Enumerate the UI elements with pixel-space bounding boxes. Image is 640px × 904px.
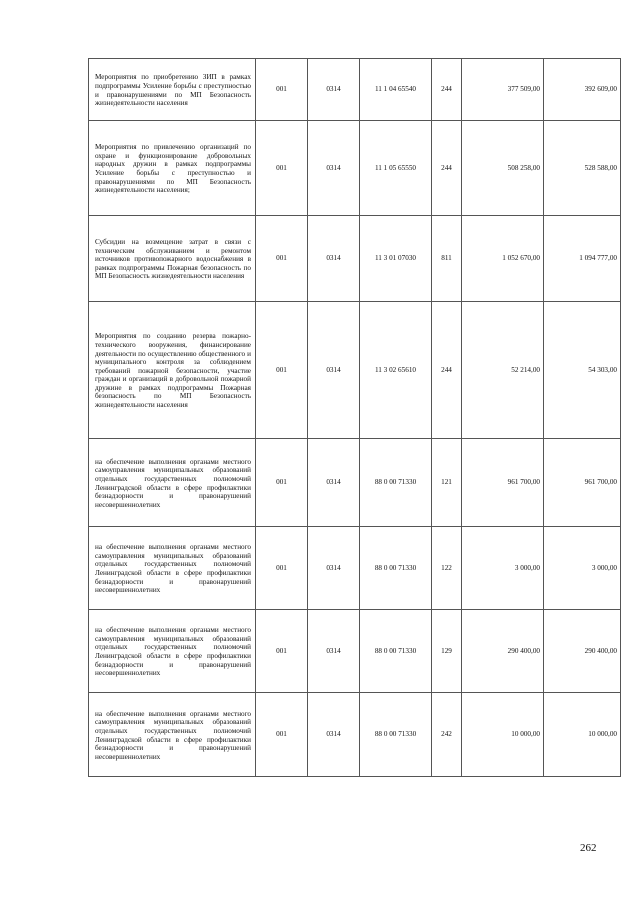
row-description: на обеспечение выполнения органами местного самоуправления муниципальных образований отдельных государственных полномочий Ленинградской области в сфере профилактики безнадзорности и правонарушений несовершеннолетних bbox=[89, 527, 256, 610]
amount-year-1: 508 258,00 bbox=[462, 121, 544, 216]
ministry-code: 001 bbox=[256, 302, 308, 439]
amount-year-2: 392 609,00 bbox=[544, 59, 621, 121]
row-description: Мероприятия по привлечению организаций по охране и функционирование добровольных народных дружин в рамках подпрограммы Усиление борьбы с преступностью и правонарушениями по МП Безопасность жизнедеятельности населения; bbox=[89, 121, 256, 216]
amount-year-2: 54 303,00 bbox=[544, 302, 621, 439]
section-code: 0314 bbox=[308, 59, 360, 121]
table-row bbox=[89, 302, 621, 439]
amount-year-1: 3 000,00 bbox=[462, 527, 544, 610]
section-code: 0314 bbox=[308, 527, 360, 610]
table-row bbox=[89, 527, 621, 610]
amount-year-1: 961 700,00 bbox=[462, 439, 544, 527]
expense-type-code: 122 bbox=[432, 527, 462, 610]
amount-year-2: 10 000,00 bbox=[544, 693, 621, 777]
expense-type-code: 244 bbox=[432, 121, 462, 216]
amount-year-2: 3 000,00 bbox=[544, 527, 621, 610]
amount-year-2: 1 094 777,00 bbox=[544, 216, 621, 302]
amount-year-1: 1 052 670,00 bbox=[462, 216, 544, 302]
table-row bbox=[89, 59, 621, 121]
target-article-code: 11 3 02 65610 bbox=[360, 302, 432, 439]
ministry-code: 001 bbox=[256, 216, 308, 302]
target-article-code: 11 1 04 65540 bbox=[360, 59, 432, 121]
row-description: на обеспечение выполнения органами местного самоуправления муниципальных образований отдельных государственных полномочий Ленинградской области в сфере профилактики безнадзорности и правонарушений несовершеннолетних bbox=[89, 610, 256, 693]
amount-year-1: 10 000,00 bbox=[462, 693, 544, 777]
table-row bbox=[89, 121, 621, 216]
expense-type-code: 244 bbox=[432, 302, 462, 439]
target-article-code: 88 0 00 71330 bbox=[360, 693, 432, 777]
section-code: 0314 bbox=[308, 610, 360, 693]
expense-type-code: 129 bbox=[432, 610, 462, 693]
section-code: 0314 bbox=[308, 121, 360, 216]
amount-year-1: 377 509,00 bbox=[462, 59, 544, 121]
ministry-code: 001 bbox=[256, 527, 308, 610]
target-article-code: 88 0 00 71330 bbox=[360, 527, 432, 610]
table-row bbox=[89, 610, 621, 693]
ministry-code: 001 bbox=[256, 59, 308, 121]
section-code: 0314 bbox=[308, 439, 360, 527]
target-article-code: 88 0 00 71330 bbox=[360, 610, 432, 693]
ministry-code: 001 bbox=[256, 693, 308, 777]
table-row bbox=[89, 439, 621, 527]
row-description: на обеспечение выполнения органами местного самоуправления муниципальных образований отдельных государственных полномочий Ленинградской области в сфере профилактики безнадзорности и правонарушений несовершеннолетних bbox=[89, 439, 256, 527]
page-number: 262 bbox=[580, 842, 597, 854]
amount-year-2: 961 700,00 bbox=[544, 439, 621, 527]
ministry-code: 001 bbox=[256, 610, 308, 693]
target-article-code: 11 3 01 07030 bbox=[360, 216, 432, 302]
expense-type-code: 242 bbox=[432, 693, 462, 777]
amount-year-2: 290 400,00 bbox=[544, 610, 621, 693]
ministry-code: 001 bbox=[256, 439, 308, 527]
section-code: 0314 bbox=[308, 302, 360, 439]
table-row bbox=[89, 693, 621, 777]
ministry-code: 001 bbox=[256, 121, 308, 216]
budget-table bbox=[88, 58, 621, 777]
expense-type-code: 244 bbox=[432, 59, 462, 121]
expense-type-code: 811 bbox=[432, 216, 462, 302]
amount-year-1: 290 400,00 bbox=[462, 610, 544, 693]
amount-year-1: 52 214,00 bbox=[462, 302, 544, 439]
row-description: на обеспечение выполнения органами местного самоуправления муниципальных образований отдельных государственных полномочий Ленинградской области в сфере профилактики безнадзорности и правонарушений несовершеннолетних bbox=[89, 693, 256, 777]
row-description: Мероприятия по созданию резерва пожарно-технического вооружения, финансирование деятельности по осуществлению общественного и муниципального контроля за соблюдением требований пожарной безопасности, участие граждан и организаций в добровольной пожарной дружине в рамках подпрограммы Пожарная безопасность по МП Безопасность жизнедеятельности населения bbox=[89, 302, 256, 439]
row-description: Мероприятия по приобретению ЗИП в рамках подпрограммы Усиление борьбы с преступностью и правонарушениями по МП Безопасность жизнедеятельности населения bbox=[89, 59, 256, 121]
table-row bbox=[89, 216, 621, 302]
target-article-code: 88 0 00 71330 bbox=[360, 439, 432, 527]
target-article-code: 11 1 05 65550 bbox=[360, 121, 432, 216]
section-code: 0314 bbox=[308, 693, 360, 777]
row-description: Субсидии на возмещение затрат в связи с техническим обслуживанием и ремонтом источников противопожарного водоснабжения в рамках подпрограммы Пожарная безопасность по МП Безопасность жизнедеятельности населения bbox=[89, 216, 256, 302]
section-code: 0314 bbox=[308, 216, 360, 302]
expense-type-code: 121 bbox=[432, 439, 462, 527]
amount-year-2: 528 588,00 bbox=[544, 121, 621, 216]
